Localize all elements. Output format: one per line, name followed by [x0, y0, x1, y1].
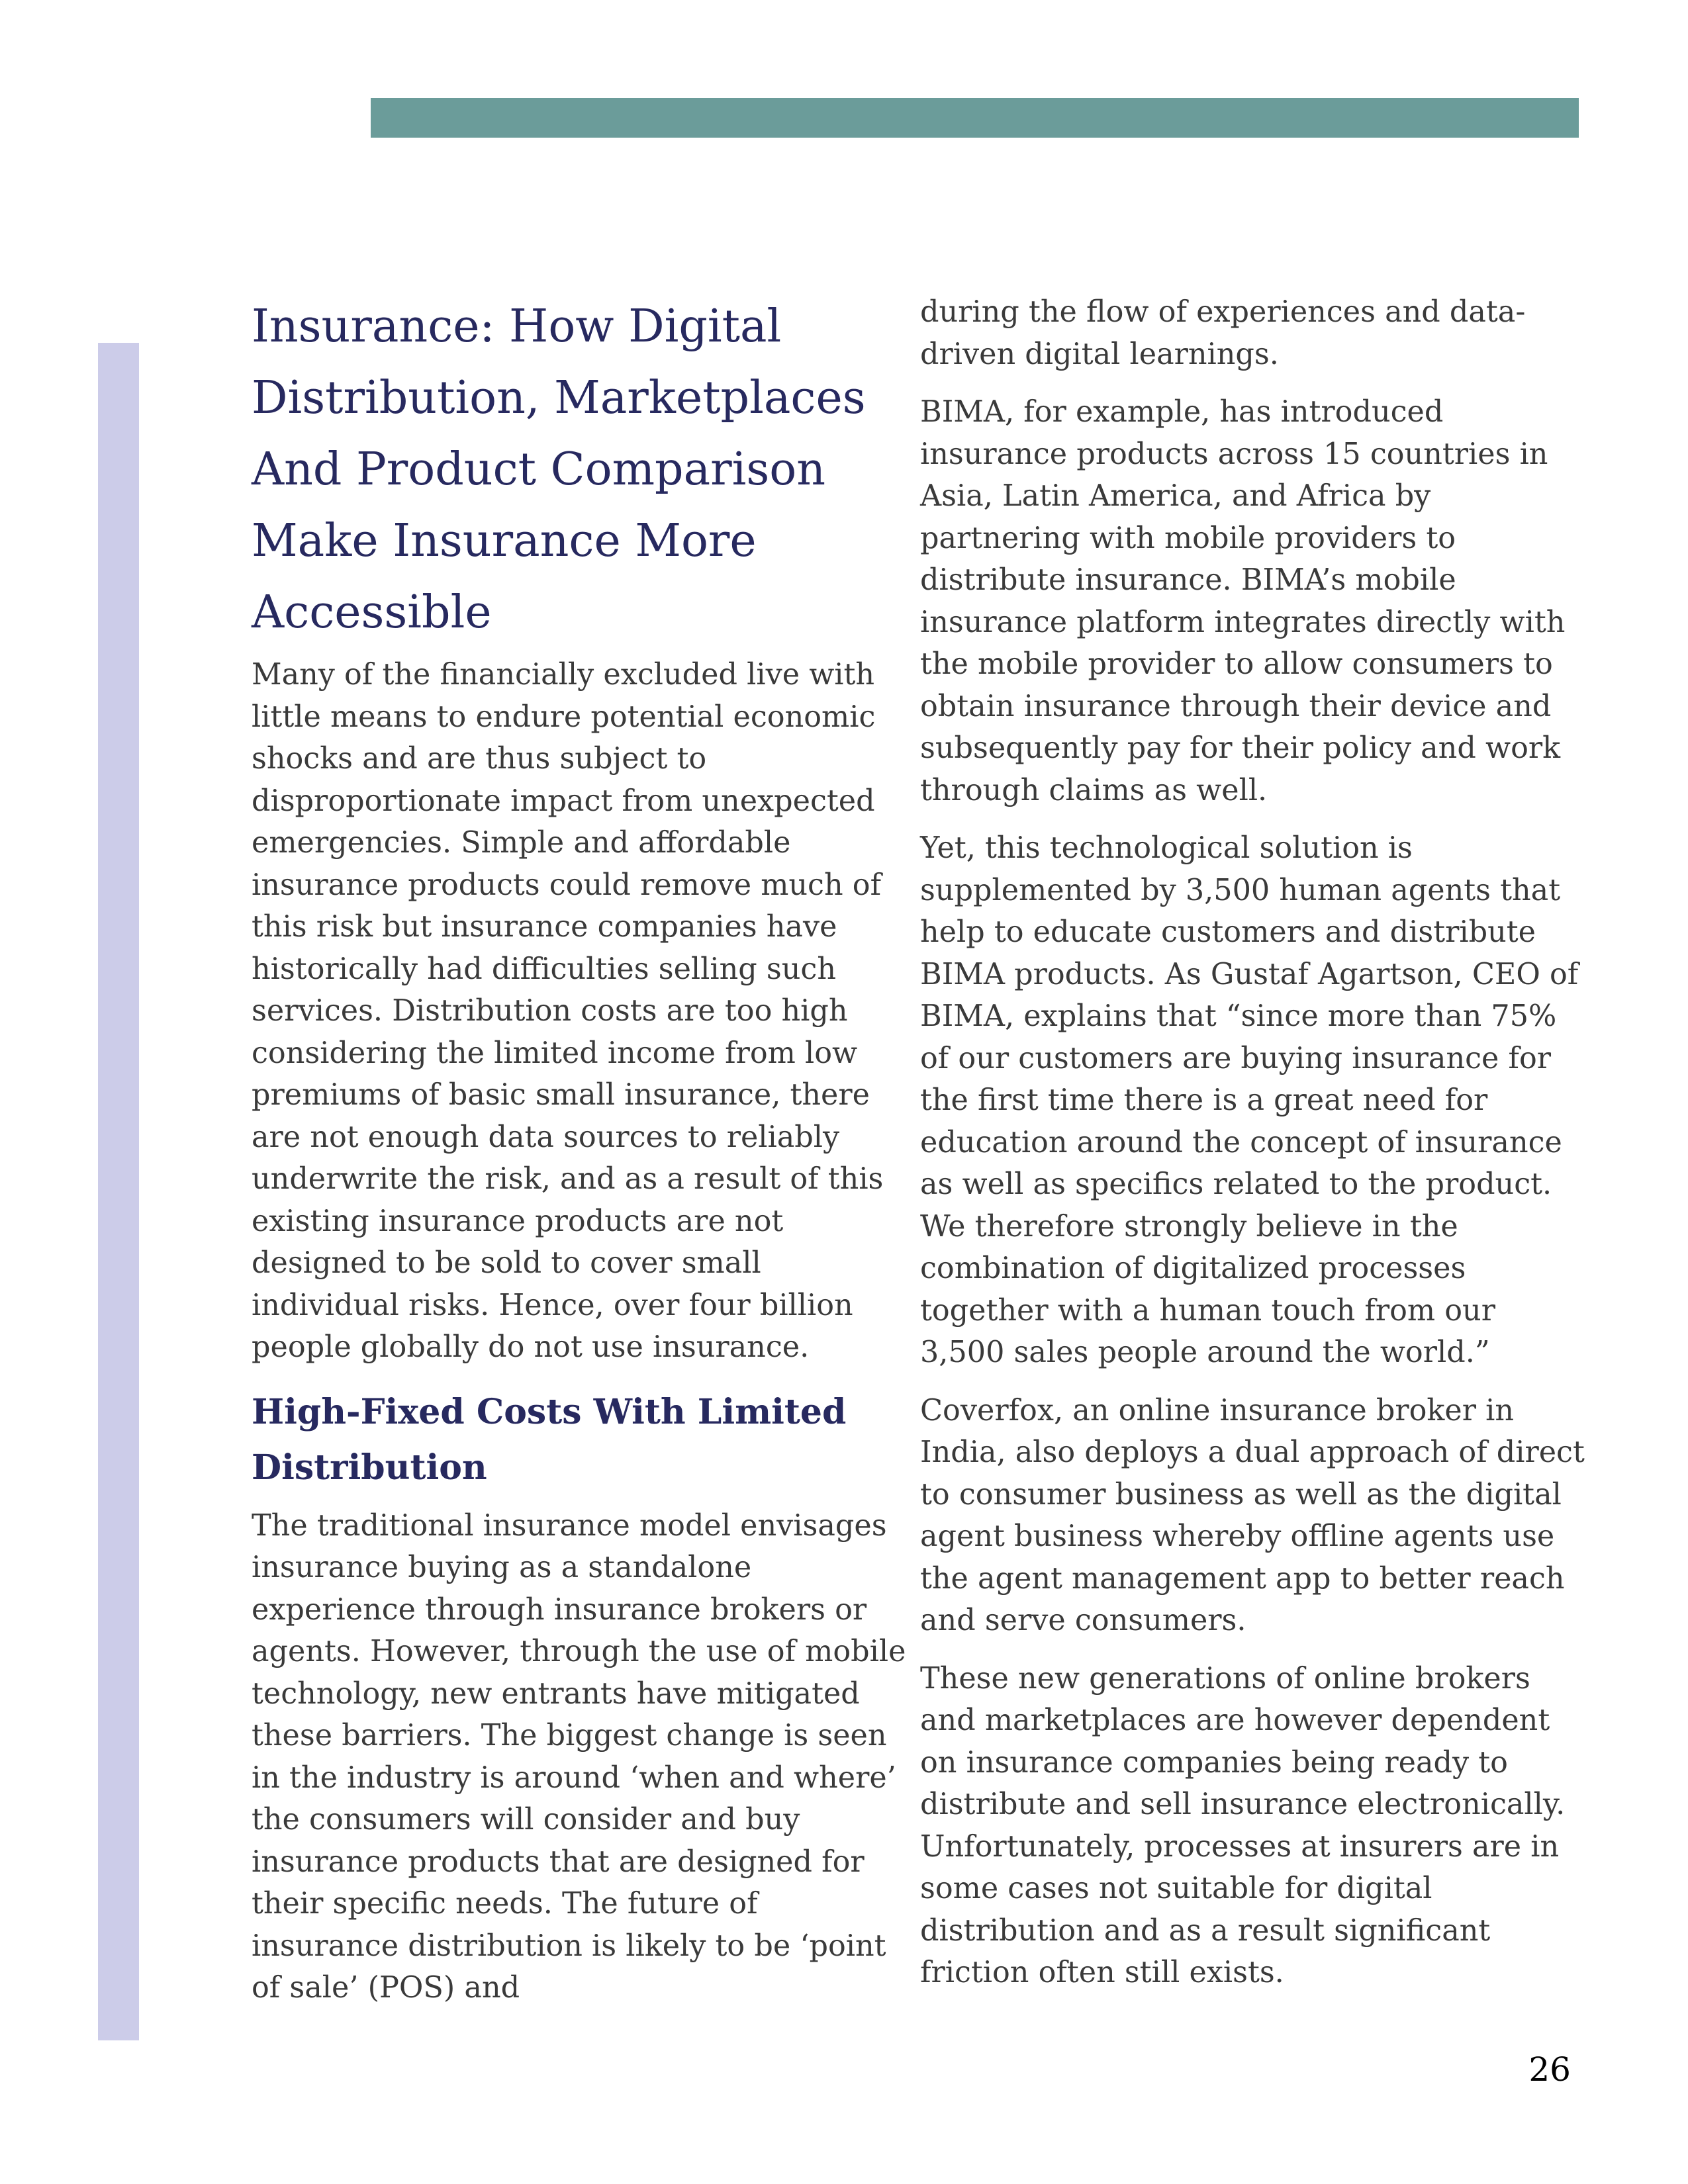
article-title: Insurance: How Digital Distribution, Marketplaces And Product Comparison Make Insurance More Accessible	[252, 300, 866, 639]
continued-paragraph: during the flow of experiences and data-driven digital learnings.	[920, 295, 1526, 371]
right-column	[920, 291, 1589, 2010]
bima-paragraph: BIMA, for example, has introduced insurance products across 15 countries in Asia, Latin America, and Africa by partnering with mobile providers to distribute insurance. BIMA’s mobile insurance platform integrates directly with the mobile provider to allow consumers to obtain insurance through their device and subsequently pay for their policy and work through claims as well.	[920, 395, 1566, 807]
left-column	[252, 291, 914, 2025]
section-paragraph: The traditional insurance model envisages insurance buying as a standalone experience through insurance brokers or agents. However, through the use of mobile technology, new entrants have mitigated these barriers. The biggest change is seen in the industry is around ‘when and where’ the consumers will consider and buy insurance products that are designed for their specific needs. The future of insurance distribution is likely to be ‘point of sale’ (POS) and	[252, 1508, 906, 2005]
coverfox-paragraph: Coverfox, an online insurance broker in India, also deploys a dual approach of direct to consumer business as well as the digital agent business whereby offline agents use the agent management app to better reach and serve consumers.	[920, 1393, 1585, 1637]
page-number: 26	[1528, 2050, 1571, 2089]
header-accent-bar	[371, 98, 1579, 138]
section-heading: High-Fixed Costs With Limited Distribution	[252, 1391, 847, 1488]
marketplaces-paragraph: These new generations of online brokers and marketplaces are however dependent on insurance companies being ready to distribute and sell insurance electronically. Unfortunately, processes at insurers are in some cases not suitable for digital distribution and as a result significant friction often still exists.	[920, 1661, 1566, 1989]
sidebar-accent-bar	[98, 343, 139, 2040]
agents-paragraph: Yet, this technological solution is supplemented by 3,500 human agents that help to educate customers and distribute BIMA products. As Gustaf Agartson, CEO of BIMA, explains that “since more than 75% of our customers are buying insurance for the first time there is a great need for education around the concept of insurance as well as specifics related to the product. We therefore strongly believe in the combination of digitalized processes together with a human touch from our 3,500 sales people around the world.”	[920, 831, 1579, 1369]
intro-paragraph: Many of the financially excluded live with little means to endure potential economic shocks and are thus subject to disproportionate impact from unexpected emergencies. Simple and affordable insurance products could remove much of this risk but insurance companies have historically had difficulties selling such services. Distribution costs are too high considering the limited income from low premiums of basic small insurance, there are not enough data sources to reliably underwrite the risk, and as a result of this existing insurance products are not designed to be sold to cover small individual risks. Hence, over four billion people globally do not use insurance.	[252, 658, 884, 1364]
